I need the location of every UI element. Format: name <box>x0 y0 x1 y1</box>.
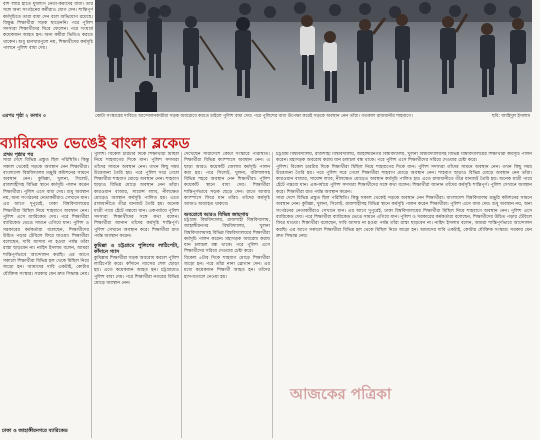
column-2-subhead: কুমিল্লা ও চট্টগ্রামে পুলিশের লাঠিপেটা, কাঁদানে গ্যাস <box>94 243 179 256</box>
protest-photo <box>95 0 532 112</box>
column-1-body: সারা দেশে বিভিন্ন প্রস্তুত ছিল পরিস্থিতি। কিন্তু সকাল থেকেই সড়কে অবস্থান নেন শিক্ষার্থীরা। বাংলাদেশ বিশ্ববিদ্যালয় মঞ্জুরি কমিশনের সামনে অবস্থান নেন। কুমিল্লা, খুলনা, সিলেট, রাজশাহীসহ বিভিন্ন স্থানে কর্মসূচি পালন করেন শিক্ষার্থীরা। পুলিশ এসে বাধা দেয়। শুধু অবস্থান নয়, অন্য সংগঠনের নেতাকর্মীরাও সেখানে যান। এর আগে দুপুরেই, ঢাকা বিশ্ববিদ্যালয়ের শিক্ষার্থীরা মিছিল নিয়ে শাহবাগে অবস্থান নেন। পুলিশ এসে ব্যারিকেড দেয়। পরে শিক্ষার্থীরা ব্যারিকেড ভেঙে সামনে এগিয়ে যান। পুলিশ ও সরকারের কর্মকর্তারা বলেছেন, শিক্ষার্থীদের উচিত পড়ার টেবিলে ফিরে যাওয়া। শিক্ষার্থীরা বলেছেন, দাবি আদায় না হওয়া পর্যন্ত তাঁরা রাস্তা ছাড়বেন না। নাহিদ ইসলাম বলেন, আমরা শান্তিপূর্ণভাবে আন্দোলন করছি। এর আগে সকালে শিক্ষার্থীরা বিভিন্ন হল থেকে মিছিল নিয়ে জড়ো হন। আমাদের দাবি একটাই, কোটার যৌক্তিক সংস্কার। সরকার যেন দ্রুত সিদ্ধান্ত নেয়। <box>3 158 89 277</box>
column-4-body-2: পুলিশ। বিকেল চারটার দিকে শিক্ষার্থীরা মিছিল নিয়ে শাহবাগের দিকে যান। পুলিশ সদস্যরা তাঁদের সামনে অবস্থান নেন। তখন কিছু সময় উত্তেজনা তৈরি হয়। পরে পুলিশ সরে গেলে শিক্ষার্থীরা শাহবাগ মোড়ে অবস্থান নেন। শাহবাগ ছাড়াও বিভিন্ন মোড়ে অবস্থান নেন তাঁরা। কারওয়ান বাজার, সায়েন্স ল্যাব, নীলক্ষেত মোড়েও অবস্থান কর্মসূচি পালিত হয়। এতে রাজধানীতে তীব্র যানজট তৈরি হয়। অনেক যাত্রী পায়ে হেঁটে গন্তব্যে যান। একপর্যায়ে পুলিশ সদস্যরা শিক্ষার্থীদের সঙ্গে কথা বলেন। শিক্ষার্থীরা জানান তাঁদের কর্মসূচি শান্তিপূর্ণ। পুলিশ সেখানে অবস্থান করে। শিক্ষার্থীরা রাত পর্যন্ত অবস্থান করেন। <box>276 164 532 195</box>
headline-block <box>0 132 270 150</box>
divider-col-1 <box>91 152 92 438</box>
headline: ব্যারিকেড ভেঙেই বাংলা ব্লকেড <box>0 134 190 152</box>
caption-text: কোটা সংস্কারের দাবিতে আন্দোলনকারীরা সড়ক অবরোধে করতে চাইলে পুলিশ বাধা দেয়। পরে পুলিশের বাধা উপেক্ষা করেই সড়কে অবস্থান নেন তাঁরা। গতকাল রাজধানীর শাহবাগে। <box>95 114 413 119</box>
divider-col-3 <box>272 152 273 438</box>
column-1-heading: প্রথম পৃষ্ঠার পর <box>3 152 34 158</box>
column-4-body-3: সারা দেশে বিভিন্ন প্রস্তুত ছিল পরিস্থিতি। কিন্তু সকাল থেকেই সড়কে অবস্থান নেন শিক্ষার্থীরা। বাংলাদেশ বিশ্ববিদ্যালয় মঞ্জুরি কমিশনের সামনে অবস্থান নেন। কুমিল্লা, খুলনা, সিলেট, রাজশাহীসহ বিভিন্ন স্থানে কর্মসূচি পালন করেন শিক্ষার্থীরা। পুলিশ এসে বাধা দেয়। শুধু অবস্থান নয়, অন্য সংগঠনের নেতাকর্মীরাও সেখানে যান। এর আগে দুপুরেই, ঢাকা বিশ্ববিদ্যালয়ের শিক্ষার্থীরা মিছিল নিয়ে শাহবাগে অবস্থান নেন। পুলিশ এসে ব্যারিকেড দেয়। পরে শিক্ষার্থীরা ব্যারিকেড ভেঙে সামনে এগিয়ে যান। পুলিশ ও সরকারের কর্মকর্তারা বলেছেন, শিক্ষার্থীদের উচিত পড়ার টেবিলে ফিরে যাওয়া। শিক্ষার্থীরা বলেছেন, দাবি আদায় না হওয়া পর্যন্ত তাঁরা রাস্তা ছাড়বেন না। নাহিদ ইসলাম বলেন, আমরা শান্তিপূর্ণভাবে আন্দোলন করছি। এর আগে সকালে শিক্ষার্থীরা বিভিন্ন হল থেকে মিছিল নিয়ে জড়ো হন। আমাদের দাবি একটাই, কোটার যৌক্তিক সংস্কার। সরকার যেন দ্রুত সিদ্ধান্ত নেয়। <box>276 196 532 239</box>
photo-caption <box>95 113 532 121</box>
divider-col-2 <box>181 152 182 438</box>
jump-line: এরপর পৃষ্ঠা ২ কলাম ৩ <box>2 114 46 119</box>
protest-photo-illustration <box>95 0 532 112</box>
column-1-end-heading: ঢাকা ও জাহাঙ্গীরনগরে ব্যারিকেড <box>2 428 68 434</box>
column-4-body: চট্টগ্রাম বিশ্ববিদ্যালয়, রাজশাহী বিশ্ববিদ্যালয়, জাহাঙ্গীরনগর বিশ্ববিদ্যালয়, খুলনা বিশ্ববিদ্যালয়সহ বিভিন্ন বিশ্ববিদ্যালয়ের শিক্ষার্থীরা কর্মসূচি পালন করেন। মহাসড়ক অবরোধ করায় যান চলাচল বন্ধ থাকে। পরে পুলিশ এসে শিক্ষার্থীদের সরিয়ে দেওয়ার চেষ্টা করে। <box>276 152 532 164</box>
photo-credit: ছবি: জাহিদুল ইসলাম <box>488 113 530 121</box>
article-column-3 <box>184 152 270 438</box>
article-column-1 <box>3 152 89 426</box>
column-3-body-mid: চট্টগ্রাম বিশ্ববিদ্যালয়, রাজশাহী বিশ্ববিদ্যালয়, জাহাঙ্গীরনগর বিশ্ববিদ্যালয়, খুলনা বিশ্ববিদ্যালয়সহ বিভিন্ন বিশ্ববিদ্যালয়ের শিক্ষার্থীরা কর্মসূচি পালন করেন। মহাসড়ক অবরোধ করায় যান চলাচল বন্ধ থাকে। পরে পুলিশ এসে শিক্ষার্থীদের সরিয়ে দেওয়ার চেষ্টা করে। <box>184 217 270 255</box>
column-3-subhead: অবরোধে আরও বিভিন্ন জায়গায় <box>184 211 249 218</box>
top-left-paragraph: বাঁশ লাঠি হাতে যুবলীগ নেতা-কর্মীদের বাধা। তার সঙ্গে অন্য সংগঠনের কর্মীরাও যোগ দেন। শান্তিপূর্ণ কর্মসূচিতে তারা বাধা দেন বলে অভিযোগ রয়েছে। বিক্ষুব্ধ শিক্ষার্থীরা সড়ক ছাড়েননি। পরে পুলিশ সদস্যরা শিক্ষার্থীদের ঘিরে ফেলেন। পরে সংঘর্ষে কয়েকজন আহত হন। অন্য কর্মীরা ভিডিও করতে থাকেন। শুধু চানখারপুলে নয়, শিক্ষার্থীদের কর্মসূচি পালনে পুলিশ বাধা দেয়। <box>3 2 93 52</box>
watermark: আজকের পত্রিকা <box>290 385 392 403</box>
article-column-2 <box>94 152 179 438</box>
column-2-body-bottom: কুমিল্লায় শিক্ষার্থীরা সড়ক অবরোধ করলে পুলিশ লাঠিপেটা করে। কাঁদানে গ্যাসের শেল ছোড়া হয়। এতে কয়েকজন আহত হন। চট্টগ্রামেও পুলিশ বাধা দেয়। পরে শিক্ষার্থীরা নগরের বিভিন্ন মোড়ে অবস্থান নেন। <box>94 255 179 286</box>
top-left-article-text <box>3 2 93 110</box>
column-2-body-top: পুলিশ। বিকেল চারটার দিকে শিক্ষার্থীরা মিছিল নিয়ে শাহবাগের দিকে যান। পুলিশ সদস্যরা তাঁদের সামনে অবস্থান নেন। তখন কিছু সময় উত্তেজনা তৈরি হয়। পরে পুলিশ সরে গেলে শিক্ষার্থীরা শাহবাগ মোড়ে অবস্থান নেন। শাহবাগ ছাড়াও বিভিন্ন মোড়ে অবস্থান নেন তাঁরা। কারওয়ান বাজার, সায়েন্স ল্যাব, নীলক্ষেত মোড়েও অবস্থান কর্মসূচি পালিত হয়। এতে রাজধানীতে তীব্র যানজট তৈরি হয়। অনেক যাত্রী পায়ে হেঁটে গন্তব্যে যান। একপর্যায়ে পুলিশ সদস্যরা শিক্ষার্থীদের সঙ্গে কথা বলেন। শিক্ষার্থীরা জানান তাঁদের কর্মসূচি শান্তিপূর্ণ। পুলিশ সেখানে অবস্থান করে। শিক্ষার্থীরা রাত পর্যন্ত অবস্থান করেন। <box>94 152 179 239</box>
column-3-body-top: দেখেছেন সারাদেশে কোটা সংস্কারে পরিস্থিতি। শিক্ষার্থীরা বিভিন্ন ক্যাম্পাসে অবস্থান নেন। এ ছাড়া আরও কয়েকটি জেলায় কর্মসূচি পালন করা হয়। পরে সিলেট, খুলনা, বরিশালসহ বিভিন্ন শহরে অবস্থান নেন শিক্ষার্থীরা। পুলিশ কয়েকটি স্থানে বাধা দেয়। শিক্ষার্থীরা শান্তিপূর্ণভাবে সড়ক ছেড়ে দেন। রাতে আবার ক্যাম্পাসে ফিরে যান তাঁরা। তাঁদের কর্মসূচি আজও অব্যাহত থাকবে। <box>184 152 270 208</box>
column-3-body-bottom: বিকেল ৫টার দিকে শাহবাগ মোড়ে শিক্ষার্থীরা জড়ো হন। পরে তাঁরা নানা স্লোগান দেন। এর মধ্যে কয়েকজন শিক্ষার্থী আহত হন। তাঁদের হাসপাতালে নেওয়া হয়। <box>184 255 270 280</box>
